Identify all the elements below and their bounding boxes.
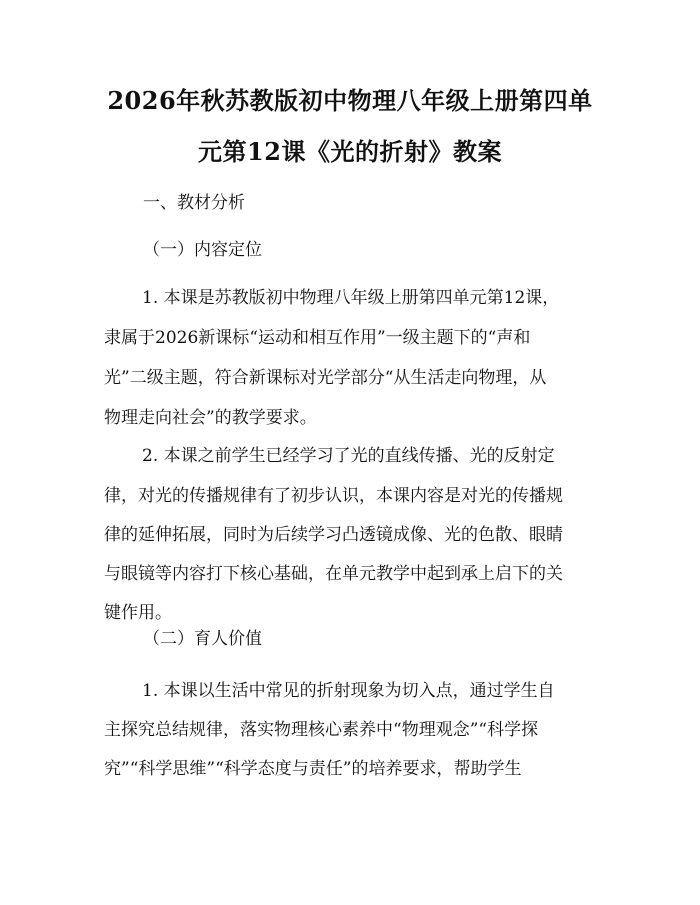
paragraph-3-line: 究”“科学思维”“科学态度与责任”的培养要求，帮助学生 [104, 759, 522, 779]
document-title-line-1: 2026年秋苏教版初中物理八年级上册第四单 [107, 86, 593, 115]
subsection-heading-educational-value: （二）育人价值 [143, 629, 262, 649]
paragraph-2-line: 与眼镜等内容打下核心基础，在单元教学中起到承上启下的关 [104, 564, 563, 584]
paragraph-3-line: 主探究总结规律，落实物理核心素养中“物理观念”“科学探 [104, 720, 539, 740]
document-title-line-2: 元第12课《光的折射》教案 [198, 137, 502, 166]
subsection-heading-content-positioning: （一）内容定位 [143, 240, 262, 260]
paragraph-1-line: 物理走向社会”的教学要求。 [104, 408, 317, 428]
paragraph-1-line: 1. 本课是苏教版初中物理八年级上册第四单元第12课， [142, 288, 560, 308]
paragraph-1-line: 光”二级主题，符合新课标对光学部分“从生活走向物理，从 [104, 368, 547, 388]
paragraph-2-line: 律的延伸拓展，同时为后续学习凸透镜成像、光的色散、眼睛 [104, 525, 563, 545]
paragraph-2-line: 律，对光的传播规律有了初步认识，本课内容是对光的传播规 [104, 486, 563, 506]
paragraph-1-line: 隶属于2026新课标“运动和相互作用”一级主题下的“声和 [104, 328, 531, 348]
section-heading-textbook-analysis: 一、教材分析 [143, 193, 245, 213]
paragraph-2-line: 2. 本课之前学生已经学习了光的直线传播、光的反射定 [142, 446, 555, 466]
paragraph-3-line: 1. 本课以生活中常见的折射现象为切入点，通过学生自 [142, 681, 555, 701]
paragraph-2-line: 键作用。 [104, 603, 172, 623]
